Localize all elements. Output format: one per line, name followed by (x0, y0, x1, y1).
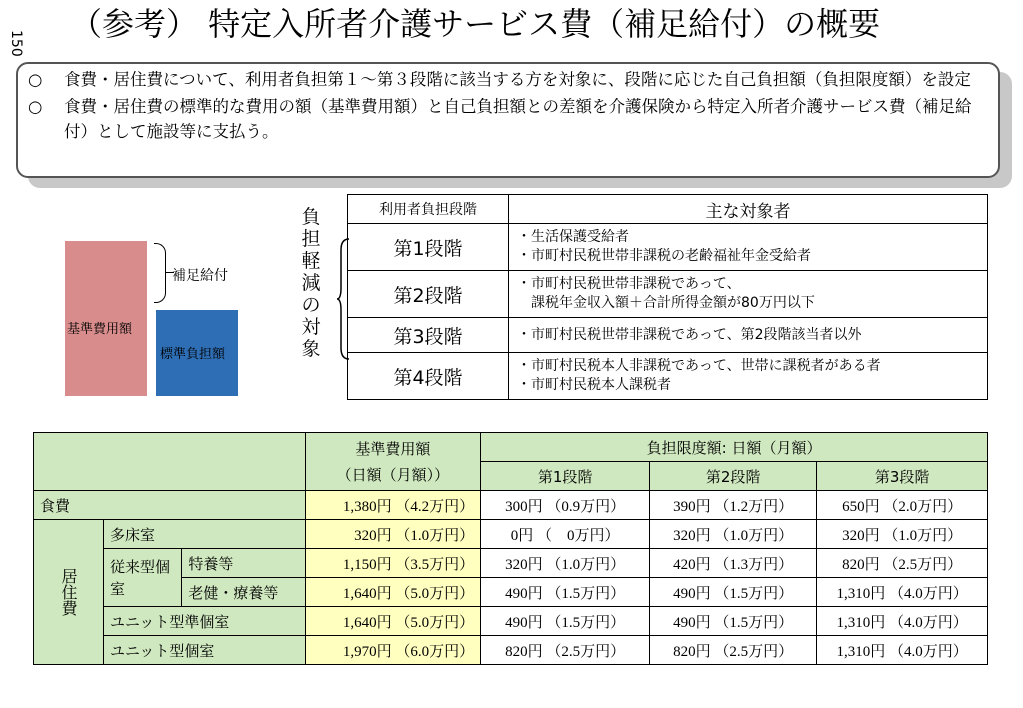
target-line: 課税年金収入額＋合計所得金額が80万円以下 (517, 295, 815, 311)
limit-value: 1,310円 （4.0万円） (817, 578, 988, 607)
circle-bullet-icon: ○ (28, 70, 43, 89)
limit-value: 820円 （2.5万円） (650, 636, 817, 665)
target-line: ・市町村民税世帯非課税であって、 (517, 276, 741, 292)
kijun-value: 1,150円 （3.5万円） (305, 549, 480, 578)
table-row (34, 636, 988, 665)
shokuhi-label: 食費 (34, 491, 306, 520)
juraigata-label: 従来型個室 (104, 549, 182, 607)
table-row (348, 224, 988, 271)
limit-value: 1,310円 （4.0万円） (817, 607, 988, 636)
limit-header: 負担限度額: 日額（月額） (481, 433, 988, 462)
kijun-value: 1,380円 （4.2万円） (305, 491, 480, 520)
table-row (348, 318, 988, 353)
stage-header: 第1段階 (481, 462, 650, 491)
stage-cell: 第4段階 (348, 353, 509, 400)
target-line: ・市町村民税世帯非課税の老齢福祉年金受給者 (517, 248, 811, 264)
stage-cell: 第3段階 (348, 318, 509, 353)
limit-value: 490円 （1.5万円） (481, 607, 650, 636)
table-row (348, 271, 988, 318)
circle-bullet-icon: ○ (28, 97, 43, 116)
hyojun-bar-label: 標準負担額 (160, 347, 226, 362)
room-type-label: 多床室 (104, 520, 306, 549)
kijun-value: 1,640円 （5.0万円） (305, 607, 480, 636)
page-title: （参考） 特定入所者介護サービス費（補足給付）の概要 (70, 5, 881, 43)
limit-value: 420円 （1.3万円） (650, 549, 817, 578)
table-row (34, 491, 988, 520)
target-cell (509, 353, 988, 400)
limit-value: 0円 （ 0万円） (481, 520, 650, 549)
table-row (34, 549, 988, 578)
stage-cell: 第2段階 (348, 271, 509, 318)
room-type-label: 老健・療養等 (182, 578, 305, 607)
right-brace-icon (154, 243, 166, 303)
target-cell (509, 271, 988, 318)
room-type-label: ユニット型準個室 (104, 607, 306, 636)
stage-header: 第2段階 (650, 462, 817, 491)
limit-value: 650円 （2.0万円） (817, 491, 988, 520)
stages-table (347, 194, 988, 400)
hosoku-label: 補足給付 (172, 268, 228, 284)
room-type-label: ユニット型個室 (104, 636, 306, 665)
kijun-header-line1: 基準費用額 (355, 439, 431, 458)
summary-item (28, 94, 988, 144)
limit-value: 320円 （1.0万円） (481, 549, 650, 578)
limit-value: 820円 （2.5万円） (817, 549, 988, 578)
limit-value: 490円 （1.5万円） (650, 607, 817, 636)
table-row (348, 353, 988, 400)
corner-cell (34, 433, 306, 491)
target-cell (509, 224, 988, 271)
kijun-value: 320円 （1.0万円） (305, 520, 480, 549)
kijun-value: 1,970円 （6.0万円） (305, 636, 480, 665)
table-header: 主な対象者 (509, 195, 988, 224)
limit-value: 490円 （1.5万円） (650, 578, 817, 607)
limit-value: 300円 （0.9万円） (481, 491, 650, 520)
target-line: ・市町村民税世帯非課税であって、第2段階該当者以外 (517, 326, 862, 343)
table-header-row (348, 195, 988, 224)
table-header: 利用者負担段階 (348, 195, 509, 224)
table-row (34, 607, 988, 636)
summary-item (28, 67, 988, 92)
limit-value: 1,310円 （4.0万円） (817, 636, 988, 665)
summary-box (16, 62, 1000, 178)
room-type-label: 特養等 (182, 549, 305, 578)
stage-cell: 第1段階 (348, 224, 509, 271)
target-line: ・市町村民税本人課税者 (517, 377, 671, 393)
cost-table (33, 432, 988, 665)
summary-text: 食費・居住費について、利用者負担第１～第３段階に該当する方を対象に、段階に応じた自己負担額（負担限度額）を設定 (64, 70, 971, 89)
table-row (34, 520, 988, 549)
stage-header: 第3段階 (817, 462, 988, 491)
summary-text: 食費・居住費の標準的な費用の額（基準費用額）と自己負担額との差額を介護保険から特定入所者介護サービス費（補足給付）として施設等に支払う。 (64, 97, 972, 141)
limit-value: 320円 （1.0万円） (817, 520, 988, 549)
page-number: 150 (8, 30, 24, 57)
limit-value: 390円 （1.2万円） (650, 491, 817, 520)
limit-value: 820円 （2.5万円） (481, 636, 650, 665)
target-line: ・市町村民税本人非課税であって、世帯に課税者がある者 (517, 358, 881, 374)
kijun-value: 1,640円 （5.0万円） (305, 578, 480, 607)
kyojuhi-label: 居住費 (34, 520, 104, 665)
reduction-target-label: 負担軽減の対象 (301, 206, 321, 360)
kijun-header (305, 433, 480, 491)
limit-value: 320円 （1.0万円） (650, 520, 817, 549)
limit-value: 490円 （1.5万円） (481, 578, 650, 607)
kijun-header-line2: （日額（月額）） (336, 465, 450, 484)
kijun-bar-label: 基準費用額 (67, 322, 133, 337)
target-line: ・生活保護受給者 (517, 229, 629, 245)
target-cell (509, 318, 988, 353)
